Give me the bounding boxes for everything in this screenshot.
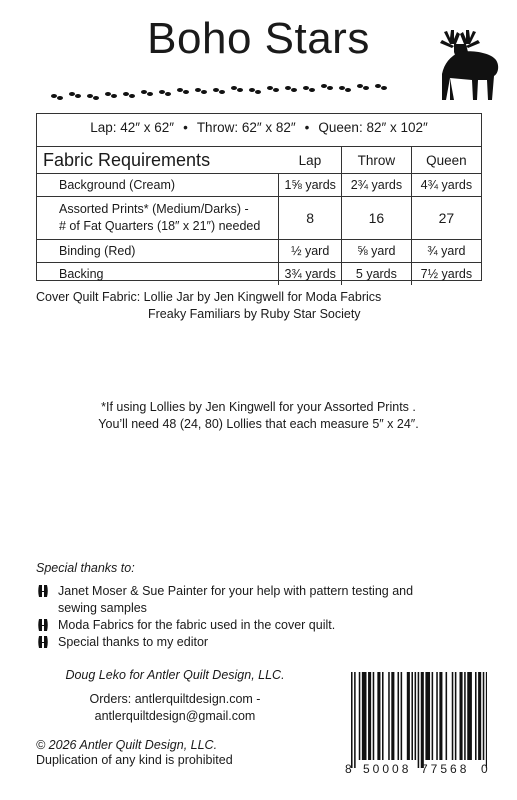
list-item-text: Janet Moser & Sue Painter for your help with pattern testing and [58,584,414,598]
barcode-check-digit: 0 [481,762,488,776]
copyright-notice: Duplication of any kind is prohibited [36,753,233,767]
cell-queen: 4¾ yards [411,174,481,197]
fabric-requirements-box [36,113,482,281]
list-item [36,583,476,617]
barcode-bar [373,672,375,760]
list-item-text: sewing samples [58,601,147,615]
table-row [37,174,481,197]
barcode-lead-digit: 8 [345,762,352,776]
copyright [36,738,233,768]
list-item-text: Special thanks to my editor [58,635,209,649]
cell-queen: 27 [411,197,481,240]
fabric-requirements-heading: Fabric Requirements [37,147,279,174]
size-lap: Lap: 42″ x 62″ [90,120,175,135]
size-queen: Queen: 82″ x 102″ [318,120,428,135]
barcode-bar [401,672,403,760]
cell-throw: ⅝ yard [342,240,412,263]
barcode-bar [398,672,400,760]
page-title: Boho Stars [147,14,370,63]
row-label: Binding (Red) [37,240,279,263]
cell-lap: 1⅝ yards [279,174,342,197]
table-row [37,197,481,240]
row-label-line: Assorted Prints* (Medium/Darks) - [59,202,249,216]
table-header-row [37,147,481,174]
thanks-heading: Special thanks to: [36,561,135,575]
orders-info [50,691,300,725]
column-header-queen: Queen [411,147,481,174]
column-header-lap: Lap [279,147,342,174]
barcode-right-digits: 77568 [421,762,470,776]
barcode-bar [391,672,394,760]
barcode-bar [455,672,457,760]
barcode-bar [411,672,413,760]
barcode-bar [460,672,463,760]
barcode-bar [359,672,361,760]
list-item-text: Moda Fabrics for the fabric used in the cover quilt. [58,618,336,632]
moose-icon [420,30,502,102]
quilt-sizes [37,120,481,135]
barcode-bar [478,672,481,760]
animal-tracks-icon [50,82,390,104]
cell-lap: 3¾ yards [279,263,342,286]
barcode-bar [452,672,454,760]
cell-throw: 16 [342,197,412,240]
barcode-left-digits: 50008 [363,762,412,776]
size-separator: • [183,120,188,135]
thanks-list [36,583,476,651]
size-separator: • [304,120,310,135]
row-label: Background (Cream) [37,174,279,197]
moose-track-bullet-icon [38,636,48,648]
cell-throw: 5 yards [342,263,412,286]
barcode-bar [388,672,390,760]
barcode-bar [382,672,384,760]
barcode-bar [425,672,430,760]
cover-fabric-info [36,289,381,323]
barcode-bar [486,672,487,768]
barcode-bar [377,672,380,760]
orders-line: Orders: antlerquiltdesign.com - [89,692,261,706]
company-name: Doug Leko for Antler Quilt Design, LLC. [65,668,285,682]
note-line: *If using Lollies by Jen Kingwell for your Assorted Prints . [101,400,416,414]
list-item [36,617,476,634]
barcode-bar [439,672,442,760]
cell-lap: ½ yard [279,240,342,263]
moose-track-bullet-icon [38,585,48,597]
fabric-requirements-table [37,146,481,285]
cover-fabric-line: Freaky Familiars by Ruby Star Society [148,307,361,321]
barcode-bar [362,672,367,760]
barcode-bar [421,672,424,768]
barcode-bar [483,672,485,760]
barcode-bar [407,672,410,760]
row-label [37,197,279,240]
size-throw: Throw: 62″ x 82″ [196,120,296,135]
barcode-bar [418,672,420,768]
table-row [37,263,481,286]
cell-throw: 2¾ yards [342,174,412,197]
copyright-line: © 2026 Antler Quilt Design, LLC. [36,738,218,752]
barcode-bar [436,672,438,760]
barcode-bar [475,672,477,760]
cell-queen: ¾ yard [411,240,481,263]
orders-email: antlerquiltdesign@gmail.com [94,709,256,723]
barcode-bar [432,672,434,760]
barcode-bar [415,672,417,760]
barcode-bar [467,672,472,760]
barcode-bar [354,672,356,768]
cell-queen: 7½ yards [411,263,481,286]
row-label: Backing [37,263,279,286]
barcode [347,672,487,768]
barcode-bar [464,672,466,760]
note-line: You’ll need 48 (24, 80) Lollies that each measure 5″ x 24″. [98,417,419,431]
table-row [37,240,481,263]
column-header-throw: Throw [342,147,412,174]
barcode-bar [368,672,371,760]
cover-fabric-line: Cover Quilt Fabric: Lollie Jar by Jen Kingwell for Moda Fabrics [36,290,382,304]
assorted-prints-note [0,399,517,433]
barcode-bar [446,672,448,760]
row-label-line: # of Fat Quarters (18″ x 21″) needed [59,219,261,233]
moose-track-bullet-icon [38,619,48,631]
cell-lap: 8 [279,197,342,240]
list-item [36,634,476,651]
barcode-bar [351,672,353,768]
